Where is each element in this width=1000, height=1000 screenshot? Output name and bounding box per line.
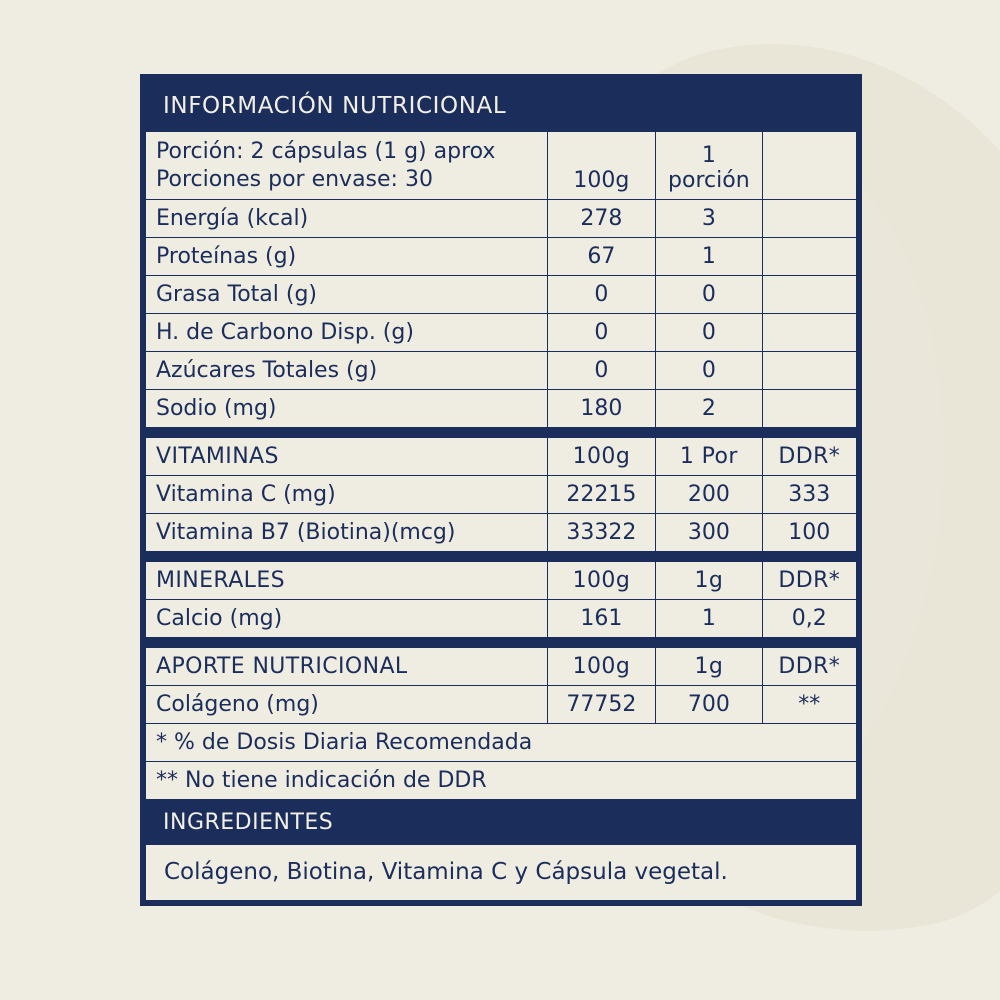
row-value-portion: 1 — [656, 600, 762, 638]
row-value-portion: 300 — [656, 514, 762, 552]
header-spacer — [762, 132, 856, 200]
row-label: Energía (kcal) — [146, 200, 548, 238]
table-row — [146, 686, 857, 724]
portion-line-1: Porción: 2 cápsulas (1 g) aprox — [156, 139, 496, 164]
row-value-100g: 77752 — [547, 686, 655, 724]
vitamins-header-ddr: DDR* — [762, 438, 856, 476]
row-value-100g: 33322 — [547, 514, 655, 552]
row-value-100g: 67 — [547, 238, 655, 276]
table-row — [146, 600, 857, 638]
row-value-100g: 22215 — [547, 476, 655, 514]
footnote-row-1 — [146, 724, 857, 762]
table-row — [146, 238, 857, 276]
minerals-header-100g: 100g — [547, 562, 655, 600]
contribution-header-row — [146, 648, 857, 686]
footnote-1: * % de Dosis Diaria Recomendada — [146, 724, 857, 762]
row-value-100g: 0 — [547, 314, 655, 352]
row-value-100g: 180 — [547, 390, 655, 428]
table-row — [146, 390, 857, 428]
ingredients-text: Colágeno, Biotina, Vitamina C y Cápsula vegetal. — [145, 844, 857, 901]
row-spacer — [762, 390, 856, 428]
row-spacer — [762, 276, 856, 314]
row-value-portion: 3 — [656, 200, 762, 238]
footnote-2: ** No tiene indicación de DDR — [146, 762, 857, 800]
minerals-heading: MINERALES — [146, 562, 548, 600]
row-label: Colágeno (mg) — [146, 686, 548, 724]
contribution-header-portion: 1g — [656, 648, 762, 686]
row-value-portion: 0 — [656, 314, 762, 352]
contribution-table — [145, 647, 857, 800]
row-label: Azúcares Totales (g) — [146, 352, 548, 390]
contribution-header-100g: 100g — [547, 648, 655, 686]
row-value-portion: 2 — [656, 390, 762, 428]
row-label: Calcio (mg) — [146, 600, 548, 638]
row-value-100g: 161 — [547, 600, 655, 638]
row-value-ddr: 333 — [762, 476, 856, 514]
vitamins-header-portion: 1 Por — [656, 438, 762, 476]
row-spacer — [762, 238, 856, 276]
table-row — [146, 276, 857, 314]
row-value-100g: 0 — [547, 352, 655, 390]
row-value-portion: 200 — [656, 476, 762, 514]
table-header-row — [146, 132, 857, 200]
minerals-header-row — [146, 562, 857, 600]
row-label: Vitamina C (mg) — [146, 476, 548, 514]
vitamins-header-row — [146, 438, 857, 476]
panel-title: INFORMACIÓN NUTRICIONAL — [163, 93, 507, 119]
row-spacer — [762, 314, 856, 352]
row-value-portion: 0 — [656, 352, 762, 390]
vitamins-heading: VITAMINAS — [146, 438, 548, 476]
vitamins-table — [145, 437, 857, 552]
row-spacer — [762, 200, 856, 238]
ingredients-title: INGREDIENTES — [145, 800, 857, 844]
section-gap — [145, 428, 857, 437]
section-gap — [145, 552, 857, 561]
row-value-100g: 0 — [547, 276, 655, 314]
row-label: Sodio (mg) — [146, 390, 548, 428]
header-100g: 100g — [547, 132, 655, 200]
table-row — [146, 352, 857, 390]
row-value-portion: 0 — [656, 276, 762, 314]
row-value-ddr: ** — [762, 686, 856, 724]
main-nutrition-table — [145, 131, 857, 428]
row-spacer — [762, 352, 856, 390]
row-value-portion: 1 — [656, 238, 762, 276]
section-gap — [145, 638, 857, 647]
row-value-100g: 278 — [547, 200, 655, 238]
portion-info-cell — [146, 132, 548, 200]
row-value-portion: 700 — [656, 686, 762, 724]
row-value-ddr: 0,2 — [762, 600, 856, 638]
portion-line-2: Porciones por envase: 30 — [156, 166, 433, 192]
footnote-row-2 — [146, 762, 857, 800]
table-row — [146, 514, 857, 552]
nutrition-facts-panel — [140, 74, 862, 906]
contribution-heading: APORTE NUTRICIONAL — [146, 648, 548, 686]
table-row — [146, 314, 857, 352]
row-label: Vitamina B7 (Biotina)(mcg) — [146, 514, 548, 552]
minerals-header-ddr: DDR* — [762, 562, 856, 600]
table-row — [146, 476, 857, 514]
table-row — [146, 200, 857, 238]
row-label: H. de Carbono Disp. (g) — [146, 314, 548, 352]
minerals-table — [145, 561, 857, 638]
contribution-header-ddr: DDR* — [762, 648, 856, 686]
row-label: Proteínas (g) — [146, 238, 548, 276]
vitamins-header-100g: 100g — [547, 438, 655, 476]
minerals-header-portion: 1g — [656, 562, 762, 600]
header-portion: 1 porción — [656, 132, 762, 200]
row-label: Grasa Total (g) — [146, 276, 548, 314]
row-value-ddr: 100 — [762, 514, 856, 552]
